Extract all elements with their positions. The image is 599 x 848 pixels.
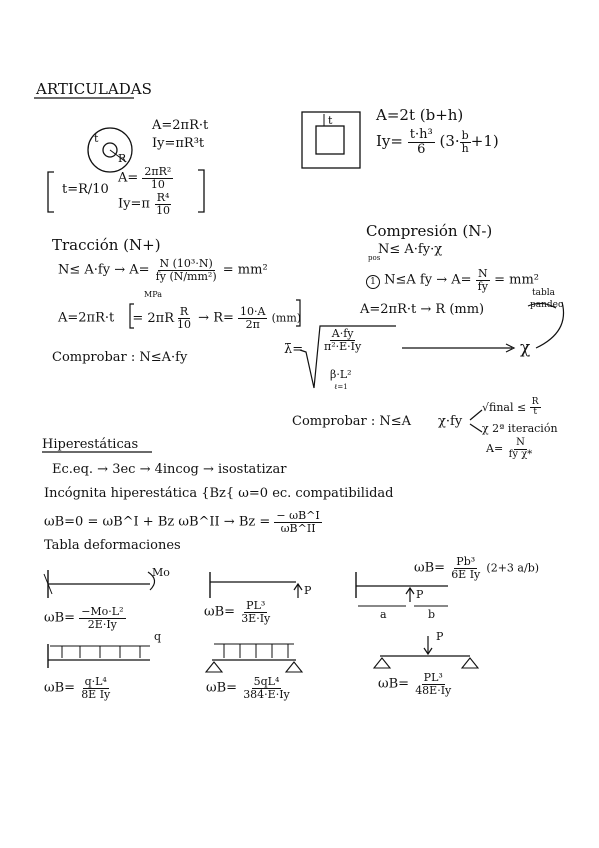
hiper-tabla: Tabla deformaciones bbox=[44, 538, 181, 553]
tabla-label: tabla bbox=[532, 288, 555, 298]
case2-formula: ωB= $\frac{\text{PL³}}{3E\cdot Iy}$ bbox=[204, 599, 271, 625]
case1-load: Mo bbox=[152, 566, 170, 579]
section-title-articuladas: ARTICULADAS bbox=[36, 80, 152, 98]
ring-inertia: Iy=πR³t bbox=[152, 136, 205, 151]
ring-condition: t=R/10 bbox=[62, 182, 109, 197]
traccion-comprobar: Comprobar : N≤A·fy bbox=[52, 350, 188, 365]
case4-formula: ωB= $\frac{\text{q·L⁴}}{\text{8E Iy}}$ bbox=[44, 675, 111, 701]
case5-formula: ωB= $\frac{\text{5qL⁴}}{384\cdot E\cdot Iy}$ bbox=[206, 675, 290, 701]
case6-load: P bbox=[436, 630, 444, 643]
lambda-fraction: $\frac{A\cdot fy}{\text{π²·E·Iy}}$ bbox=[324, 327, 362, 353]
hiper-ec-eq: Ec.eq. → 3ec → 4incog → isostatizar bbox=[52, 462, 287, 477]
case3-a: a bbox=[380, 608, 387, 621]
case1-beam bbox=[44, 570, 155, 598]
hiper-incognita: Incógnita hiperestática {Bz{ ω=0 ec. compatibilidad bbox=[44, 486, 394, 501]
ring-inertia2: Iy=π $\frac{\text{R⁴}}{10}$ bbox=[118, 191, 171, 217]
ring-t-label: t bbox=[94, 132, 99, 145]
ring-area2: A= $\frac{\text{2πR²}}{10}$ bbox=[118, 165, 172, 191]
traccion-line1: N≤ A·fy → A= $\frac{\text{N (10³·N)}}{\text{fy (N/mm²)}}$ = mm² bbox=[58, 257, 268, 283]
case2-load: P bbox=[304, 584, 312, 597]
section-title-hiperestaticas: Hiperestáticas bbox=[42, 437, 139, 452]
right-bracket bbox=[198, 170, 204, 212]
chi-symbol: χ bbox=[520, 338, 531, 358]
case3-load: P bbox=[416, 588, 424, 601]
case4-beam bbox=[48, 644, 150, 668]
compresion-comprobar: Comprobar : N≤A bbox=[292, 414, 412, 429]
case4-load: q bbox=[154, 630, 162, 643]
compresion-step1: 1 N≤A fy → A= $\frac{N}{fy}$ = mm² bbox=[366, 268, 539, 292]
chi-fy: χ·fy bbox=[438, 414, 463, 429]
lambda-den2: β·L² bbox=[330, 368, 352, 381]
traccion-mpa: MPa bbox=[144, 290, 162, 299]
compresion-title: Compresión (N-) bbox=[366, 222, 493, 240]
ring-r-label: R bbox=[118, 152, 127, 165]
case5-beam bbox=[206, 644, 302, 672]
case6-beam bbox=[374, 636, 478, 668]
branch-up bbox=[470, 410, 482, 420]
case2-beam bbox=[210, 572, 302, 598]
square-area: A=2t (b+h) bbox=[376, 106, 464, 124]
ring-area: A=2πR·t bbox=[152, 118, 209, 133]
compresion-step2: A=2πR·t → R (mm) bbox=[360, 302, 485, 317]
final-check: √final ≤ $\frac{R}{t}$ bbox=[482, 397, 539, 418]
hiper-wb: ωB=0 = ωB^I + Bz ωB^II → Bz = $\frac{- \omega B\^{}I}{\omega B\^{}II}$ bbox=[44, 509, 320, 535]
left-bracket bbox=[48, 172, 54, 212]
lambda-lhs: λ̄= bbox=[284, 342, 304, 357]
case6-formula: ωB= $\frac{\text{PL³}}{48E\cdot Iy}$ bbox=[378, 671, 452, 697]
square-inertia: Iy= $\frac{\text{t·h³}}{6}$ (3· $\frac{b}{h}$ +1) bbox=[376, 127, 499, 157]
branch-down bbox=[470, 424, 482, 432]
chi-iteracion: χ 2ª iteración bbox=[482, 422, 558, 435]
compresion-cond: N≤ A·fy·χ bbox=[378, 242, 443, 257]
a-star: A= $\frac{N}{\text{fy χ*}}$ bbox=[486, 437, 533, 460]
pandeo-label: pandeo bbox=[530, 300, 564, 310]
case3-formula: ωB= $\frac{\text{Pb³}}{\text{6E Iy}}$ (2+3 a/b) bbox=[414, 555, 540, 581]
compresion-cond-sub: pos bbox=[368, 254, 381, 262]
square-t-label: t bbox=[328, 114, 333, 127]
traccion-title: Tracción (N+) bbox=[52, 236, 161, 254]
traccion-line2: A=2πR·t = 2πR $\frac{R}{10}$ → R= $\frac{10\cdot A}{2\pi}$ (mm) bbox=[58, 305, 302, 331]
case3-b: b bbox=[428, 608, 436, 621]
case1-formula: ωB= $\frac{\text{−Mo·L²}}{2E\cdot Iy}$ bbox=[44, 605, 124, 631]
lambda-den3: ℓ=1 bbox=[334, 383, 348, 391]
